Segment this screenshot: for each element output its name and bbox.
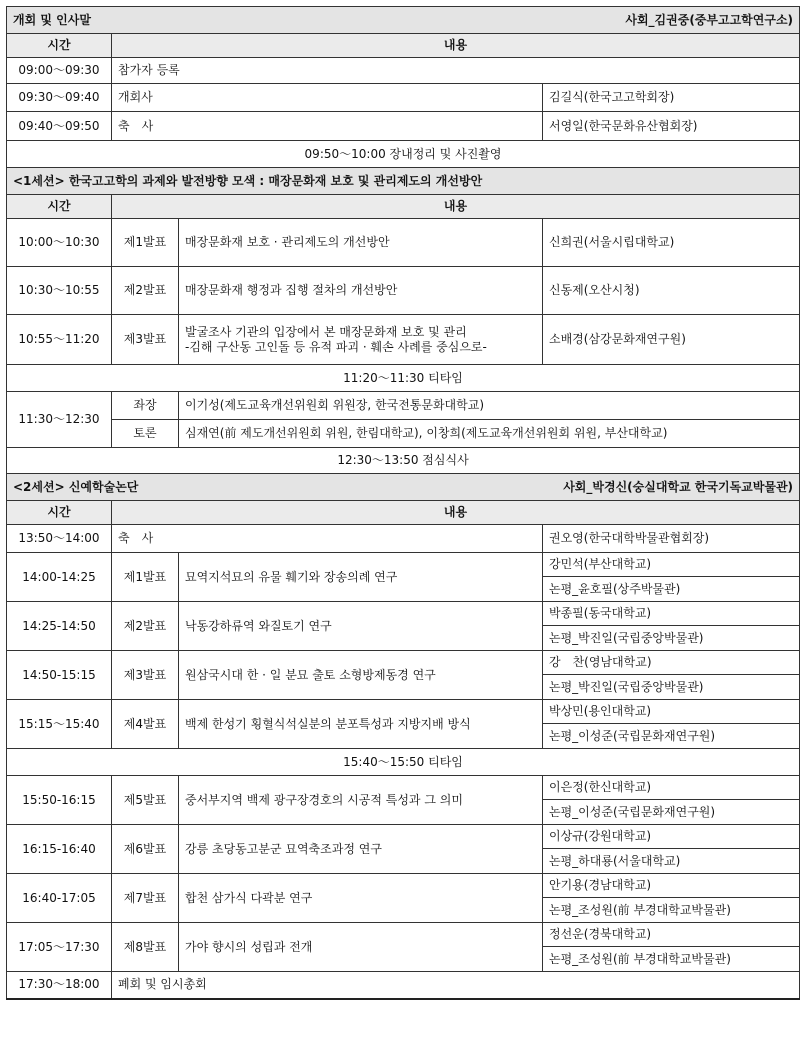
talk-label: 제1발표	[112, 553, 179, 602]
talk-title: 강릉 초당동고분군 묘역축조과정 연구	[179, 825, 543, 874]
table-row	[7, 112, 800, 141]
speaker-cell: 정선운(경북대학교)	[543, 923, 800, 947]
item-cell: 참가자 등록	[112, 58, 800, 84]
session2-host: 사회_박경신(숭실대학교 한국기독교박물관)	[563, 479, 794, 494]
break-row: 12:30～13:50 점심식사	[7, 448, 800, 474]
chair-label: 좌장	[112, 392, 179, 420]
talk-label: 제3발표	[112, 651, 179, 700]
speaker-cell: 신희권(서울시립대학교)	[543, 219, 800, 267]
speaker-cell: 강 찬(영남대학교)	[543, 651, 800, 675]
table-row	[7, 972, 800, 999]
header-time: 시간	[7, 34, 112, 58]
panel-time: 11:30～12:30	[7, 392, 112, 448]
time-cell: 10:00～10:30	[7, 219, 112, 267]
time-cell: 09:00～09:30	[7, 58, 112, 84]
time-cell: 16:40-17:05	[7, 874, 112, 923]
talk-title: 매장문화재 행정과 집행 절차의 개선방안	[179, 267, 543, 315]
talk-title: 가야 향시의 성립과 전개	[179, 923, 543, 972]
time-cell: 10:55～11:20	[7, 315, 112, 365]
item-cell: 폐회 및 임시총회	[112, 972, 800, 999]
table-row	[7, 602, 800, 626]
discussant-cell: 논평_윤호필(상주박물관)	[543, 577, 800, 602]
time-cell: 13:50～14:00	[7, 525, 112, 553]
speaker-cell: 신동제(오산시청)	[543, 267, 800, 315]
time-cell: 17:05～17:30	[7, 923, 112, 972]
discussion-cell: 심재연(前 제도개선위원회 위원, 한림대학교), 이창희(제도교육개선위원회 위원, 부산대학교)	[179, 420, 800, 448]
talk-title: 중서부지역 백제 광구장경호의 시공적 특성과 그 의미	[179, 776, 543, 825]
table-row	[7, 525, 800, 553]
chair-cell: 이기성(제도교육개선위원회 위원장, 한국전통문화대학교)	[179, 392, 800, 420]
talk-title: 매장문화재 보호 · 관리제도의 개선방안	[179, 219, 543, 267]
discussant-cell: 논평_박진일(국립중앙박물관)	[543, 626, 800, 651]
talk-label: 제8발표	[112, 923, 179, 972]
table-row	[7, 874, 800, 898]
speaker-cell: 박상민(용인대학교)	[543, 700, 800, 724]
table-row	[7, 700, 800, 724]
session2-title: <2세션> 신예학술논단	[13, 479, 139, 494]
time-cell: 14:00-14:25	[7, 553, 112, 602]
talk-title: 발굴조사 기관의 입장에서 본 매장문화재 보호 및 관리	[185, 324, 467, 339]
time-cell: 16:15-16:40	[7, 825, 112, 874]
discussion-label: 토론	[112, 420, 179, 448]
talk-label: 제3발표	[112, 315, 179, 365]
header-content: 내용	[112, 195, 800, 219]
time-cell: 09:30～09:40	[7, 84, 112, 112]
session1-title: <1세션> 한국고고학의 과제와 발전방향 모색 : 매장문화재 보호 및 관리제도의 개선방안	[7, 168, 800, 195]
break-row: 11:20～11:30 티타임	[7, 365, 800, 392]
time-cell: 17:30～18:00	[7, 972, 112, 999]
table-row	[7, 651, 800, 675]
talk-label: 제7발표	[112, 874, 179, 923]
speaker-cell: 안기용(경남대학교)	[543, 874, 800, 898]
break-row: 09:50～10:00 장내정리 및 사진촬영	[7, 141, 800, 168]
item-cell: 축 사	[112, 112, 543, 141]
time-cell: 09:40～09:50	[7, 112, 112, 141]
program-table	[6, 6, 800, 1000]
table-row	[7, 776, 800, 800]
header-content: 내용	[112, 501, 800, 525]
opening-title: 개회 및 인사말	[13, 12, 91, 27]
opening-section-header	[7, 7, 800, 34]
time-cell: 10:30～10:55	[7, 267, 112, 315]
speaker-cell: 이상규(강원대학교)	[543, 825, 800, 849]
header-time: 시간	[7, 195, 112, 219]
table-row	[7, 923, 800, 947]
table-row	[7, 420, 800, 448]
talk-title-cell	[179, 315, 543, 365]
table-row	[7, 58, 800, 84]
discussant-cell: 논평_하대룡(서울대학교)	[543, 849, 800, 874]
talk-title: 원삼국시대 한 · 일 분묘 출토 소형방제동경 연구	[179, 651, 543, 700]
table-row	[7, 267, 800, 315]
talk-label: 제6발표	[112, 825, 179, 874]
discussant-cell: 논평_이성준(국립문화재연구원)	[543, 724, 800, 749]
talk-label: 제2발표	[112, 602, 179, 651]
talk-label: 제2발표	[112, 267, 179, 315]
item-cell: 개회사	[112, 84, 543, 112]
table-row	[7, 825, 800, 849]
talk-title: 백제 한성기 횡혈식석실분의 분포특성과 지방지배 방식	[179, 700, 543, 749]
talk-title: 묘역지석묘의 유물 훼기와 장송의례 연구	[179, 553, 543, 602]
talk-subtitle: -김해 구산동 고인돌 등 유적 파괴 · 훼손 사례를 중심으로-	[185, 339, 487, 354]
header-content: 내용	[112, 34, 800, 58]
speaker-cell: 강민석(부산대학교)	[543, 553, 800, 577]
discussant-cell: 논평_박진일(국립중앙박물관)	[543, 675, 800, 700]
person-cell: 서영일(한국문화유산협회장)	[543, 112, 800, 141]
person-cell: 권오영(한국대학박물관협회장)	[543, 525, 800, 553]
item-cell: 축 사	[112, 525, 543, 553]
table-row	[7, 392, 800, 420]
session2-section-header	[7, 474, 800, 501]
time-cell: 15:15～15:40	[7, 700, 112, 749]
header-time: 시간	[7, 501, 112, 525]
speaker-cell: 이은정(한신대학교)	[543, 776, 800, 800]
table-row	[7, 219, 800, 267]
table-row	[7, 84, 800, 112]
speaker-cell: 박종필(동국대학교)	[543, 602, 800, 626]
time-cell: 15:50-16:15	[7, 776, 112, 825]
table-row	[7, 315, 800, 365]
time-cell: 14:25-14:50	[7, 602, 112, 651]
discussant-cell: 논평_조성원(前 부경대학교박물관)	[543, 947, 800, 972]
talk-label: 제1발표	[112, 219, 179, 267]
talk-title: 낙동강하류역 와질토기 연구	[179, 602, 543, 651]
talk-label: 제4발표	[112, 700, 179, 749]
break-row: 15:40～15:50 티타임	[7, 749, 800, 776]
discussant-cell: 논평_이성준(국립문화재연구원)	[543, 800, 800, 825]
talk-label: 제5발표	[112, 776, 179, 825]
table-row	[7, 553, 800, 577]
time-cell: 14:50-15:15	[7, 651, 112, 700]
talk-title: 합천 삼가식 다곽분 연구	[179, 874, 543, 923]
speaker-cell: 소배경(삼강문화재연구원)	[543, 315, 800, 365]
discussant-cell: 논평_조성원(前 부경대학교박물관)	[543, 898, 800, 923]
person-cell: 김길식(한국고고학회장)	[543, 84, 800, 112]
opening-host: 사회_김권중(중부고고학연구소)	[625, 12, 794, 27]
